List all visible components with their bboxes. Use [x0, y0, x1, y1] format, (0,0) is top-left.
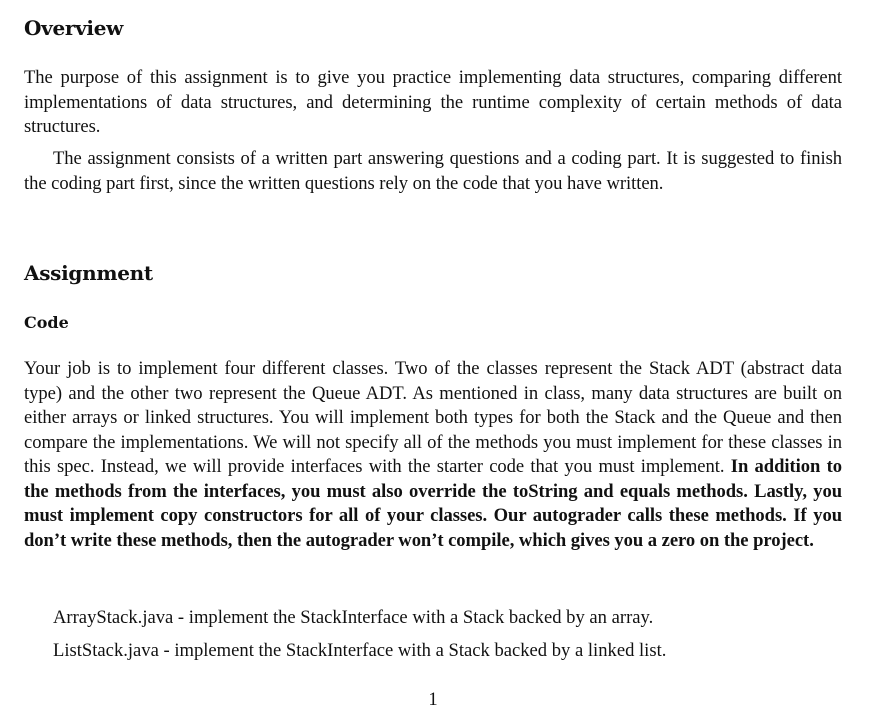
- overview-paragraph-2: The assignment consists of a written part answering questions and a coding part. It is suggested to finish the coding part first, since the written questions rely on the code that you have written.: [24, 148, 842, 194]
- overview-paragraph-1: The purpose of this assignment is to give you practice implementing data structures, comparing different implementations of data structures, and determining the runtime complexity of certain methods of data structures.: [24, 67, 842, 137]
- code-subheading: Code: [24, 313, 69, 332]
- overview-heading: Overview: [24, 16, 124, 40]
- assignment-heading: Assignment: [24, 261, 153, 285]
- list-item-arraystack: ArrayStack.java - implement the StackInterface with a Stack backed by an array.: [53, 607, 654, 628]
- code-paragraph-emphasis: In addition to the methods from the interfaces, you must also override the toString and equals methods. Lastly, you must implement copy constructors for all of your classes. Our autograder calls these methods. If you don’t write these methods, then the autograder won’t compile, which gives you a zero on the project.: [24, 456, 842, 551]
- page-number: 1: [428, 689, 438, 710]
- code-paragraph: [24, 357, 842, 553]
- list-item-liststack: ListStack.java - implement the StackInterface with a Stack backed by a linked list.: [53, 640, 667, 661]
- code-paragraph-intro: Your job is to implement four different classes. Two of the classes represent the Stack ADT (abstract data type) and the other two represent the Queue ADT. As mentioned in class, many data structures are built on either arrays or linked structures. You will implement both types for both the Stack and the Queue and then compare the implementations. We will not specify all of the methods you must implement for these classes in this spec. Instead, we will provide interfaces with the starter code that you must implement.: [24, 358, 842, 477]
